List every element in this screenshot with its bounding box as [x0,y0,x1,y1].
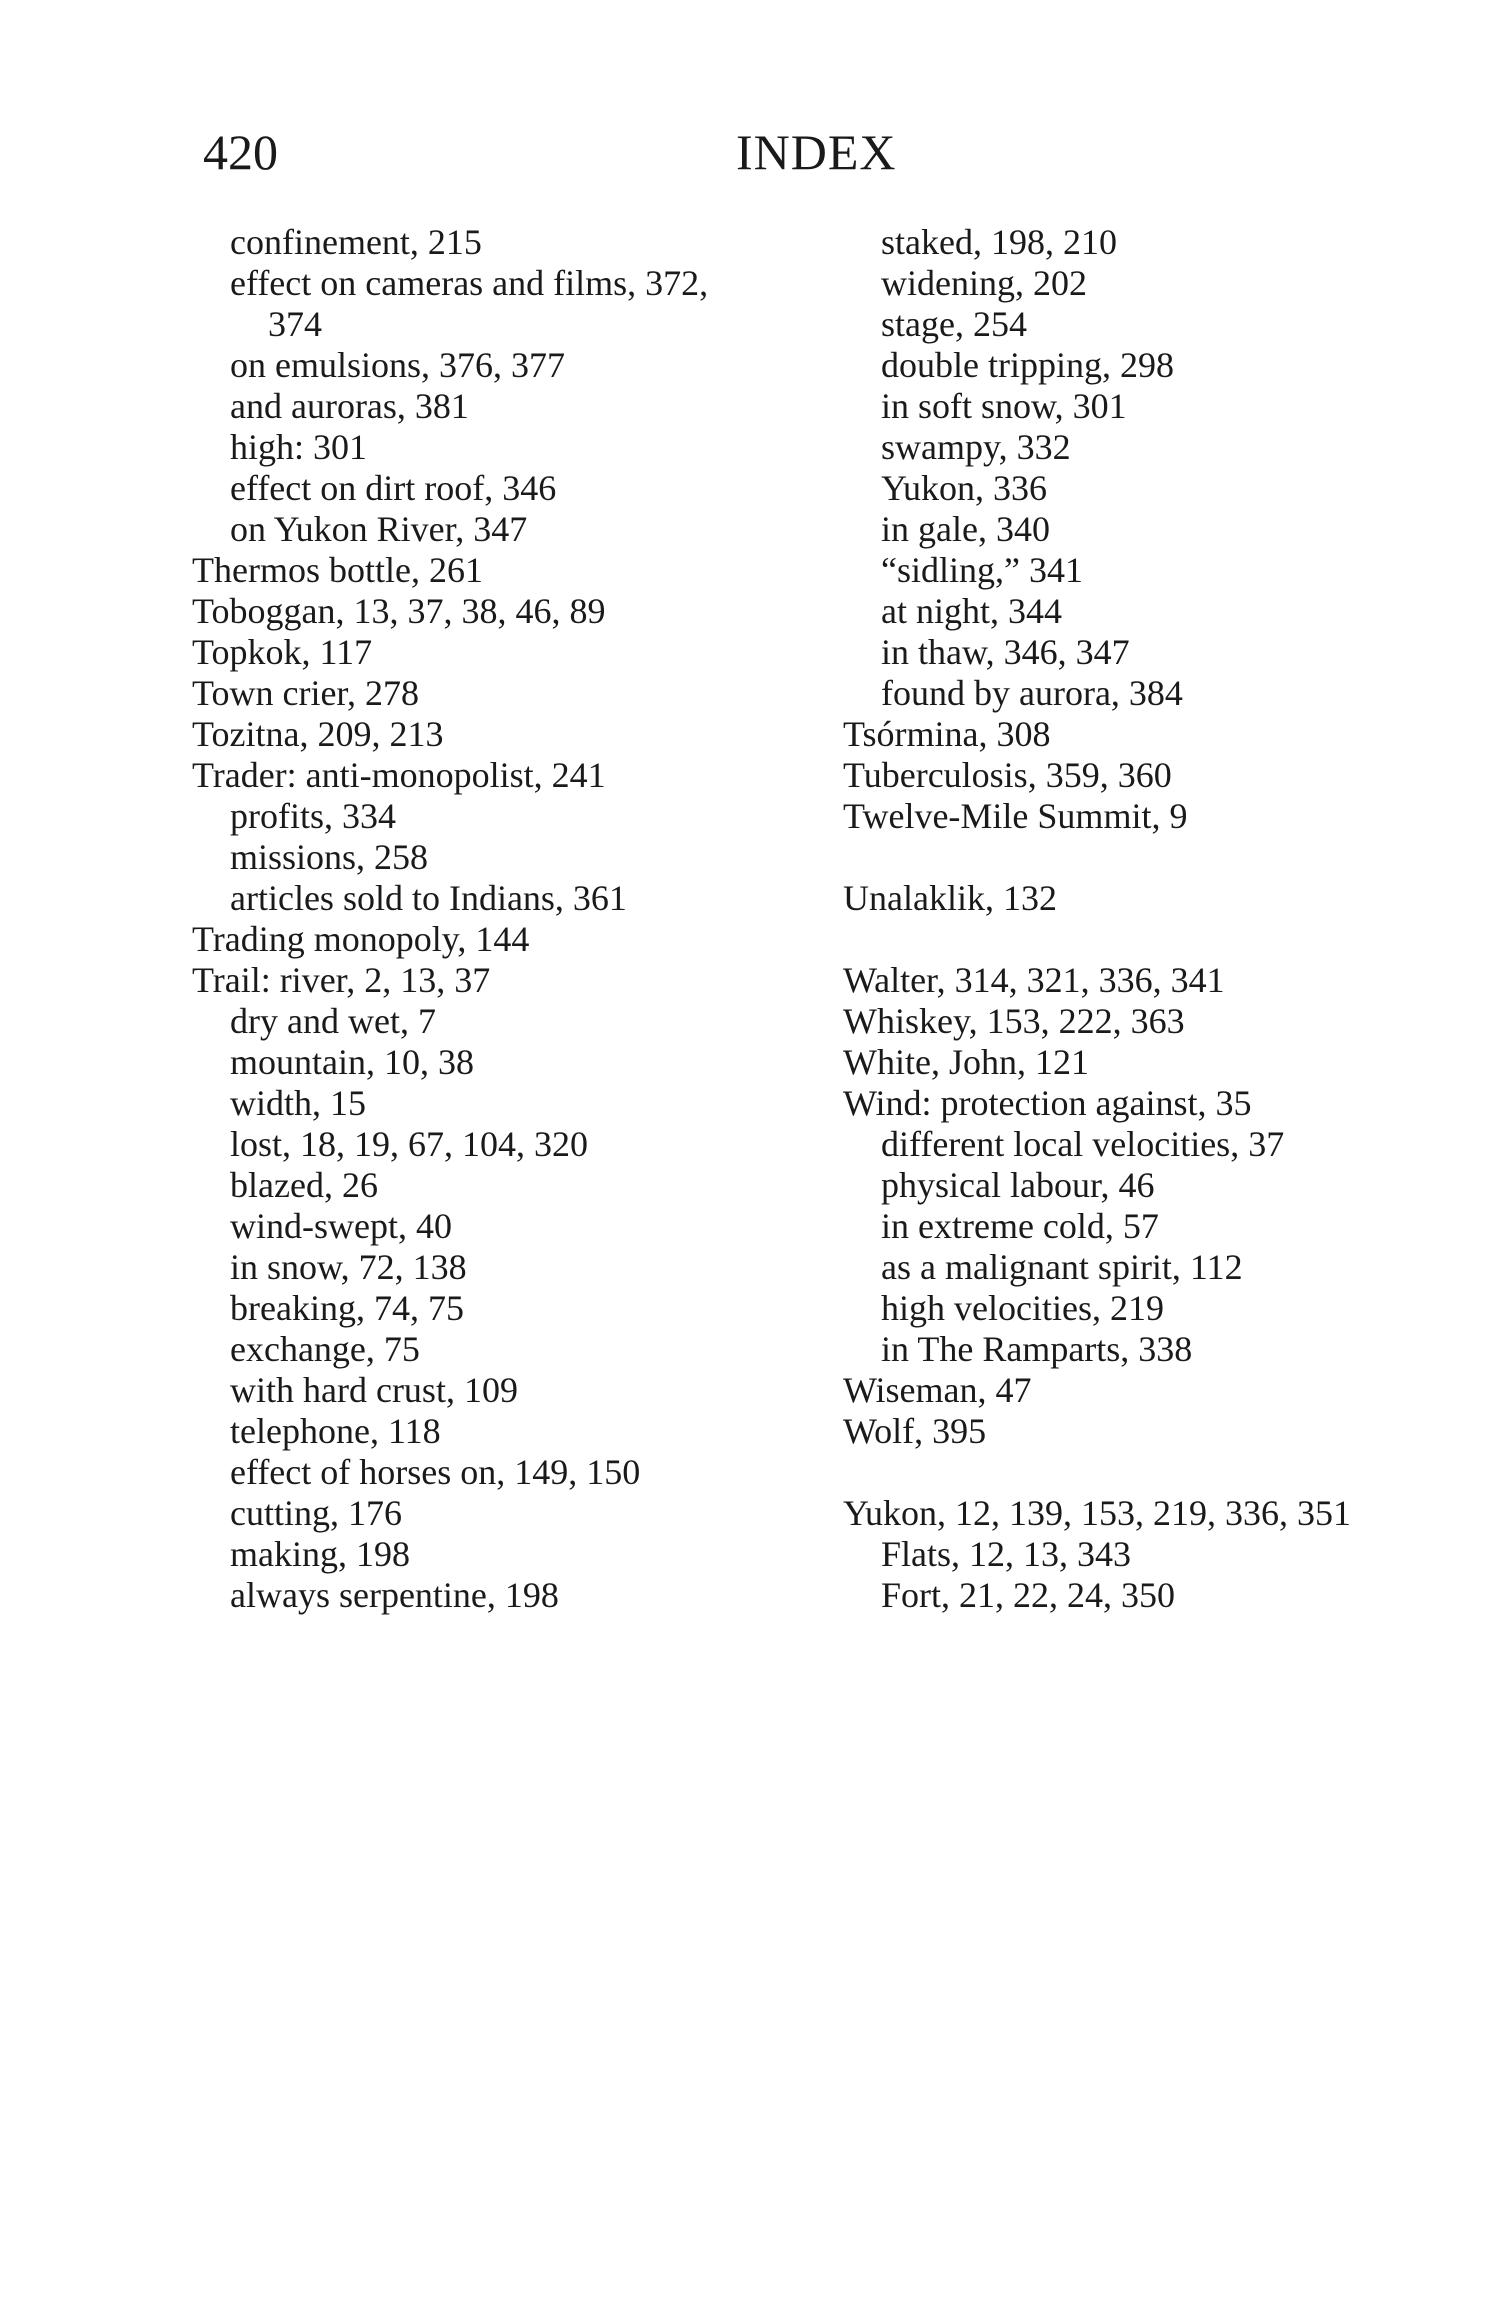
index-gap [843,1452,1483,1493]
index-entry: Twelve-Mile Summit, 9 [843,796,1188,836]
index-entry: Trading monopoly, 144 [192,919,530,959]
index-entry: effect on cameras and films, 372, [230,263,709,303]
index-entry: in extreme cold, 57 [881,1206,1159,1246]
page-title: INDEX [736,124,897,180]
index-column-left [192,222,812,1616]
index-entry: widening, 202 [881,263,1087,303]
index-entry: as a malignant spirit, 112 [881,1247,1243,1287]
index-entry: effect of horses on, 149, 150 [230,1452,641,1492]
index-entry: Walter, 314, 321, 336, 341 [843,960,1225,1000]
index-entry: dry and wet, 7 [230,1001,436,1041]
page-number: 420 [203,124,278,180]
index-entry: cutting, 176 [230,1493,402,1533]
index-entry: width, 15 [230,1083,367,1123]
index-entry: on Yukon River, 347 [230,509,528,549]
index-entry: lost, 18, 19, 67, 104, 320 [230,1124,589,1164]
index-entry: different local velocities, 37 [881,1124,1285,1164]
index-entry: Topkok, 117 [192,632,373,672]
index-entry: blazed, 26 [230,1165,378,1205]
index-column-right [843,222,1483,1616]
index-entry: in The Ramparts, 338 [881,1329,1193,1369]
index-entry: Yukon, 12, 139, 153, 219, 336, 351 [843,1493,1352,1533]
index-entry: with hard crust, 109 [230,1370,518,1410]
index-entry: “sidling,” 341 [881,550,1083,590]
index-entry: White, John, 121 [843,1042,1089,1082]
index-entry: Trail: river, 2, 13, 37 [192,960,491,1000]
index-entry: Tuberculosis, 359, 360 [843,755,1172,795]
index-entry: articles sold to Indians, 361 [230,878,627,918]
index-entry: profits, 334 [230,796,396,836]
index-entry: missions, 258 [230,837,429,877]
index-entry: stage, 254 [881,304,1027,344]
index-entry: high: 301 [230,427,368,467]
index-entry: Tozitna, 209, 213 [192,714,444,754]
index-entry: and auroras, 381 [230,386,469,426]
index-entry: staked, 198, 210 [881,222,1117,262]
index-entry: Flats, 12, 13, 343 [881,1534,1132,1574]
index-entry: Wiseman, 47 [843,1370,1032,1410]
index-entry: physical labour, 46 [881,1165,1155,1205]
index-entry: wind-swept, 40 [230,1206,452,1246]
index-entry: Thermos bottle, 261 [192,550,483,590]
index-entry: 374 [268,304,322,344]
index-entry: confinement, 215 [230,222,482,262]
index-entry: on emulsions, 376, 377 [230,345,566,385]
index-entry: high velocities, 219 [881,1288,1164,1328]
index-entry: found by aurora, 384 [881,673,1183,713]
index-entry: in soft snow, 301 [881,386,1127,426]
index-entry: double tripping, 298 [881,345,1174,385]
index-entry: Tsórmina, 308 [843,714,1051,754]
index-entry: in gale, 340 [881,509,1050,549]
index-entry: at night, 344 [881,591,1062,631]
index-entry: Toboggan, 13, 37, 38, 46, 89 [192,591,606,631]
index-entry: Unalaklik, 132 [843,878,1057,918]
index-entry: telephone, 118 [230,1411,441,1451]
index-entry: Town crier, 278 [192,673,419,713]
index-entry: Trader: anti-monopolist, 241 [192,755,606,795]
index-entry: always serpentine, 198 [230,1575,559,1615]
index-entry: Wind: protection against, 35 [843,1083,1252,1123]
index-entry: Fort, 21, 22, 24, 350 [881,1575,1176,1615]
index-entry: exchange, 75 [230,1329,420,1369]
index-entry: making, 198 [230,1534,410,1574]
index-entry: Yukon, 336 [881,468,1048,508]
index-entry: Wolf, 395 [843,1411,987,1451]
index-entry: breaking, 74, 75 [230,1288,464,1328]
index-entry: in snow, 72, 138 [230,1247,467,1287]
index-entry: in thaw, 346, 347 [881,632,1130,672]
index-entry: effect on dirt roof, 346 [230,468,557,508]
index-gap [843,837,1483,878]
index-entry: mountain, 10, 38 [230,1042,474,1082]
index-entry: Whiskey, 153, 222, 363 [843,1001,1185,1041]
index-entry: swampy, 332 [881,427,1071,467]
index-gap [843,919,1483,960]
